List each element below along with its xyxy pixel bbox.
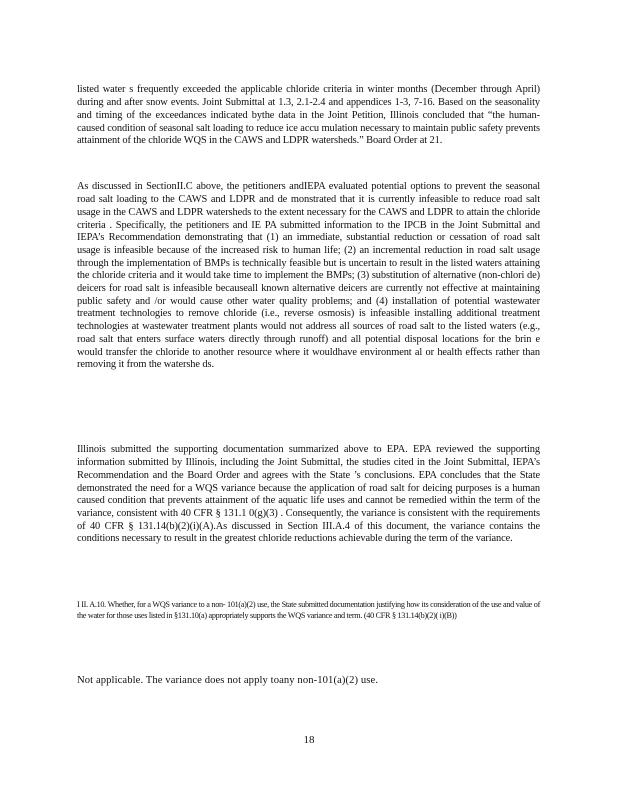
paragraph-feasibility: As discussed in SectionII.C above, the petitioners andIEPA evaluated potential options to prevent the seasonal road salt loading to the CAWS and LDPR and de monstrated that it is currently infeasible to reduce road salt usage in the CAWS and LDPR watersheds to the extent necessary for the CAWS and LDPR to attain the chloride criteria . Specifically, the petitioners and IE PA submitted information to the IPCB in the Joint Submittal and IEPA’s Recommendation demonstrating that (1) an immediate, substantial reduction or cessation of road salt usage is infeasible because of the increased risk to human life; (2) an incremental reduction in road salt usage through the implementation of BMPs is technically feasible but is uncertain to result in the listed waters attaining the chloride criteria and it would take time to implement the BMPs; (3) substitution of alternative (non-chlori de) deicers for road salt is infeasible becauseall known alternative deicers are currently not effective at maintaining public safety and /or would cause other water quality problems; and (4) installation of potential wastewater treatment technologies to remove chloride (i.e., reverse osmosis) is infeasible installing additional treatment technologies at wastewater treatment plants would not address all sources of road salt to the listed waters (e.g., road salt that enters surface waters directly through runoff) and all potential disposal locations for the brin e would transfer the chloride to another resource where it wouldhave environment al or health effects rather than removing it from the watershe ds. [77,181,540,371]
paragraph-epa-conclusion: Illinois submitted the supporting documentation summarized above to EPA. EPA reviewed the supporting information submitted by Illinois, including the Joint Submittal, the studies cited in the Joint Submittal, IEPA’s Recommendation and the Board Order and agrees with the State ’s conclusions. EPA concludes that the State demonstrated the need for a WQS variance because the application of road salt for deicing purposes is a human caused condition that prevents attainment of the aquatic life uses and cannot be remedied within the term of the variance, consistent with 40 CFR § 131.1 0(g)(3) . Consequently, the variance is consistent with the requirements of 40 CFR § 131.14(b)(2)(i)(A).As discussed in Section III.A.4 of this document, the variance contains the conditions necessary to result in the greatest chloride reductions achievable during the term of the variance. [77,444,540,545]
page-number: 18 [303,734,315,746]
paragraph-exceedances: listed water s frequently exceeded the applicable chloride criteria in winter months (December through April) during and after snow events. Joint Submittal at 1.3, 2.1-2.4 and appendices 1-3, 7-16. Based on the seasonality and timing of the exceedances indicated bythe data in the Joint Petition, Illinois concluded that “the human-caused condition of seasonal salt loading to reduce ice accu mulation necessary to maintain public safety prevents attainment of the chloride WQS in the CAWS and LDPR watersheds.” Board Order at 21. [77,84,540,147]
review-answer: Not applicable. The variance does not apply toany non-101(a)(2) use. [77,674,379,686]
review-question: I II. A.10. Whether, for a WQS variance to a non- 101(a)(2) use, the State submitted documentation justifying how its consideration of the use and value of the water for those uses listed in §131.10(a) appropriately supports the WQS variance and term. (40 CFR § 131.14(b)(2)( i)(B)) [77,600,540,621]
